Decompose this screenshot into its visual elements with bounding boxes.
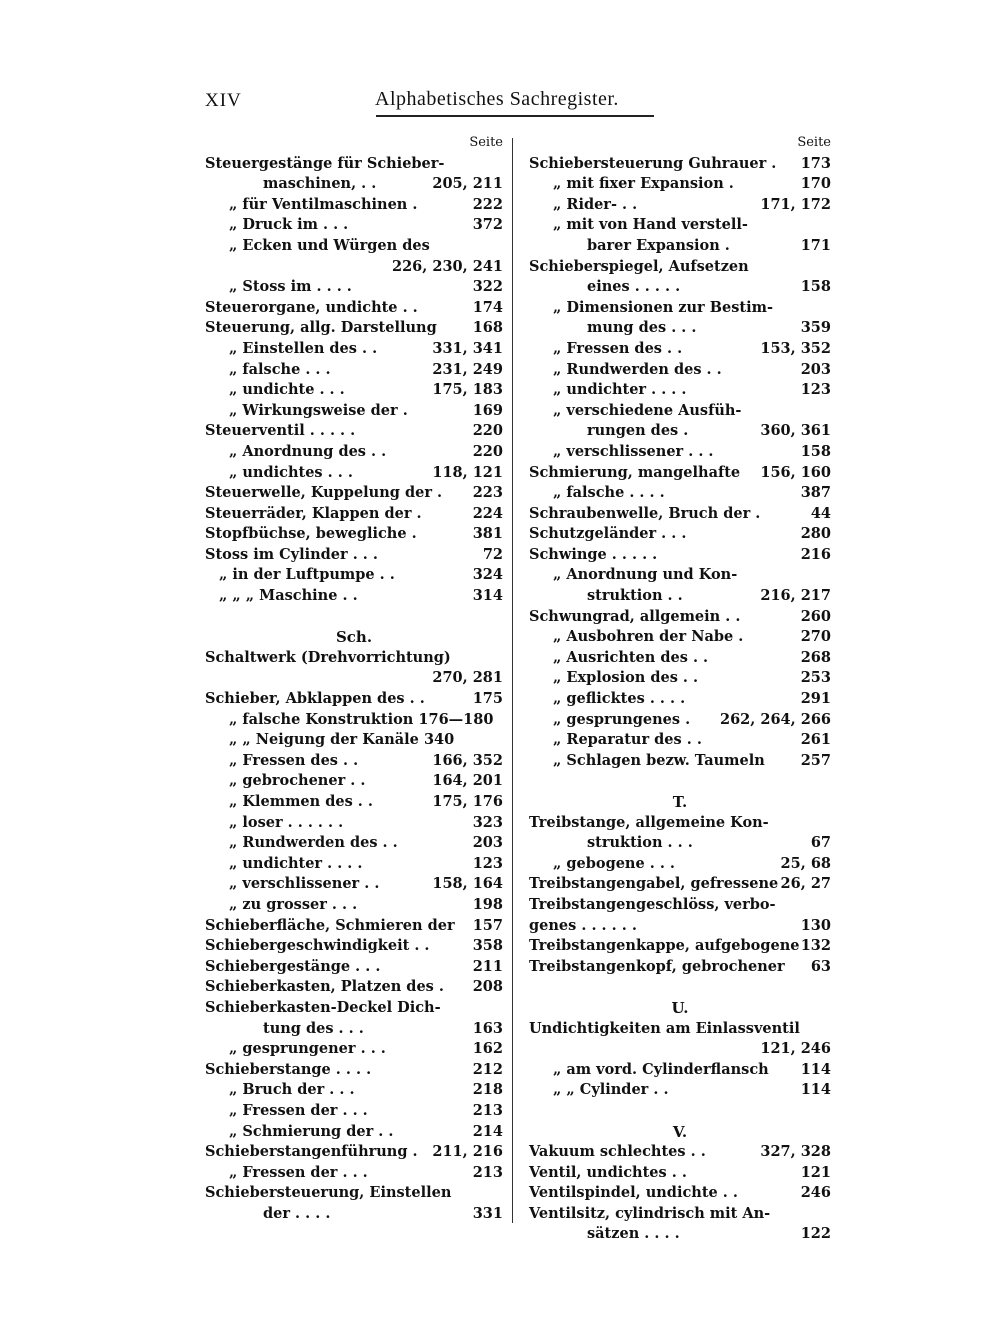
entry-text: „ gesprungenes . bbox=[553, 710, 691, 728]
title-underline bbox=[376, 115, 654, 117]
entry-page-ref: 322 bbox=[472, 278, 503, 296]
entry-page-ref: 220 bbox=[472, 442, 503, 460]
entry-text: „ gebogene . . . bbox=[553, 854, 675, 872]
index-entry bbox=[205, 854, 503, 875]
index-entry bbox=[529, 854, 831, 875]
index-entry bbox=[205, 401, 503, 422]
index-entry bbox=[529, 154, 831, 175]
entry-text: Treibstangengabel, gefressene bbox=[529, 875, 779, 893]
index-entry bbox=[205, 421, 503, 442]
entry-page-ref: 257 bbox=[800, 751, 831, 769]
entry-text: „ falsche . . . . bbox=[553, 484, 665, 502]
index-entry bbox=[205, 730, 503, 751]
entry-text: Schieberkasten, Platzen des . bbox=[205, 978, 444, 996]
entry-page-ref: 203 bbox=[472, 834, 503, 852]
index-entry bbox=[205, 236, 503, 257]
entry-text: „ Anordnung und Kon- bbox=[553, 566, 738, 584]
entry-text: Schieberstangenführung . bbox=[205, 1143, 418, 1161]
entry-text: Schieberkasten-Deckel Dich- bbox=[205, 998, 441, 1016]
entry-page-ref: 25, 68 bbox=[780, 854, 831, 872]
entry-page-ref: 164, 201 bbox=[432, 772, 503, 790]
entry-page-ref: 291 bbox=[800, 690, 831, 708]
entry-page-ref: 153, 352 bbox=[760, 339, 831, 357]
entry-text: „ „ Cylinder . . bbox=[553, 1081, 669, 1099]
entry-page-ref: 270 bbox=[800, 628, 831, 646]
index-entry bbox=[529, 318, 831, 339]
entry-page-ref: 358 bbox=[472, 937, 503, 955]
entry-text: „ Stoss im . . . . bbox=[229, 278, 352, 296]
index-entry bbox=[529, 298, 831, 319]
seite-label: Seite bbox=[797, 135, 831, 150]
entry-text: Schieberfläche, Schmieren der bbox=[205, 916, 455, 934]
index-entry bbox=[205, 1019, 503, 1040]
entry-text: Schieberstange . . . . bbox=[205, 1060, 372, 1078]
entry-page-ref: 203 bbox=[800, 360, 831, 378]
spacer bbox=[529, 771, 831, 792]
entry-text: „ undichter . . . . bbox=[553, 381, 687, 399]
entry-text: struktion . . bbox=[587, 587, 683, 605]
entry-text: „ Ausrichten des . . bbox=[553, 648, 709, 666]
index-entry bbox=[529, 1163, 831, 1184]
entry-text: „ falsche Konstruktion 176—180 bbox=[229, 710, 494, 728]
entry-page-ref: 157 bbox=[472, 916, 503, 934]
entry-page-ref: 162 bbox=[472, 1040, 503, 1058]
entry-page-ref: 216 bbox=[800, 545, 831, 563]
index-entry bbox=[205, 1163, 503, 1184]
index-entry bbox=[205, 792, 503, 813]
entry-page-ref: 168 bbox=[472, 319, 503, 337]
index-entry bbox=[529, 957, 831, 978]
entry-page-ref: 122 bbox=[800, 1225, 831, 1243]
entry-page-ref: 121, 246 bbox=[760, 1040, 831, 1058]
entry-text: genes . . . . . . bbox=[529, 916, 637, 934]
entry-page-ref: 212 bbox=[472, 1060, 503, 1078]
entry-text: Schutzgeländer . . . bbox=[529, 525, 687, 543]
entry-text: „ Rundwerden des . . bbox=[229, 834, 398, 852]
spacer bbox=[205, 607, 503, 628]
entry-page-ref: 163 bbox=[472, 1019, 503, 1037]
entry-text: „ falsche . . . bbox=[229, 360, 331, 378]
entry-text: Treibstangenkopf, gebrochener bbox=[529, 957, 785, 975]
index-entry bbox=[529, 483, 831, 504]
entry-text: Stoss im Cylinder . . . bbox=[205, 545, 378, 563]
index-entry bbox=[529, 689, 831, 710]
index-entry bbox=[205, 174, 503, 195]
index-entry bbox=[205, 1142, 503, 1163]
entry-page-ref: 158 bbox=[800, 442, 831, 460]
entry-page-ref: 158, 164 bbox=[432, 875, 503, 893]
entry-page-ref: 114 bbox=[800, 1060, 831, 1078]
index-entry bbox=[205, 277, 503, 298]
index-entry bbox=[205, 586, 503, 607]
entry-text: „ zu grosser . . . bbox=[229, 895, 358, 913]
entry-page-ref: 270, 281 bbox=[432, 669, 503, 687]
index-entry bbox=[529, 174, 831, 195]
entry-text: „ Fressen des . . bbox=[553, 339, 683, 357]
index-entry bbox=[529, 916, 831, 937]
index-entry bbox=[529, 607, 831, 628]
entry-text: Schwinge . . . . . bbox=[529, 545, 658, 563]
index-entry bbox=[205, 998, 503, 1019]
entry-text: „ verschlissener . . bbox=[229, 875, 380, 893]
index-entry bbox=[529, 421, 831, 442]
entry-page-ref: 387 bbox=[800, 484, 831, 502]
entry-text: „ in der Luftpumpe . . bbox=[219, 566, 395, 584]
entry-text: „ Dimensionen zur Bestim- bbox=[553, 298, 773, 316]
entry-text: Steuergestänge für Schieber- bbox=[205, 154, 445, 172]
entry-text: Ventilspindel, undichte . . bbox=[529, 1184, 738, 1202]
entry-text: Steuerräder, Klappen der . bbox=[205, 504, 422, 522]
entry-text: Schieber, Abklappen des . . bbox=[205, 690, 425, 708]
entry-page-ref: 223 bbox=[472, 484, 503, 502]
index-entry bbox=[205, 1183, 503, 1204]
index-entry bbox=[529, 1204, 831, 1225]
index-entry bbox=[205, 504, 503, 525]
index-entry bbox=[529, 257, 831, 278]
entry-page-ref: 175, 176 bbox=[432, 793, 503, 810]
index-entry bbox=[205, 154, 503, 175]
index-entry bbox=[205, 195, 503, 216]
index-entry bbox=[529, 1060, 831, 1081]
index-entry bbox=[529, 277, 831, 298]
entry-text: struktion . . . bbox=[587, 834, 693, 852]
entry-page-ref: 381 bbox=[472, 525, 503, 543]
entry-text: Ventil, undichtes . . bbox=[529, 1163, 687, 1181]
entry-text: Schiebersteuerung Guhrauer . bbox=[529, 154, 777, 172]
entry-page-ref: 44 bbox=[810, 504, 831, 522]
section-heading: V. bbox=[672, 1122, 688, 1141]
index-entry bbox=[205, 916, 503, 937]
entry-text: „ „ „ Maschine . . bbox=[219, 587, 358, 605]
entry-page-ref: 166, 352 bbox=[432, 751, 503, 769]
entry-text: „ Rider- . . bbox=[553, 195, 638, 213]
entry-text: Stopfbüchse, bewegliche . bbox=[205, 525, 417, 543]
index-entry bbox=[529, 1039, 831, 1060]
entry-page-ref: 198 bbox=[472, 895, 503, 913]
entry-page-ref: 280 bbox=[800, 525, 831, 543]
index-entry bbox=[205, 771, 503, 792]
entry-text: Schieberspiegel, Aufsetzen bbox=[529, 257, 749, 275]
entry-page-ref: 226, 230, 241 bbox=[392, 257, 503, 275]
entry-text: „ mit fixer Expansion . bbox=[553, 175, 734, 193]
entry-text: Steuerorgane, undichte . . bbox=[205, 298, 418, 316]
index-entry bbox=[205, 524, 503, 545]
entry-page-ref: 224 bbox=[472, 504, 503, 522]
entry-page-ref: 324 bbox=[472, 566, 503, 584]
index-entry bbox=[529, 236, 831, 257]
index-entry bbox=[529, 360, 831, 381]
entry-text: „ für Ventilmaschinen . bbox=[229, 195, 418, 213]
index-entry bbox=[529, 215, 831, 236]
entry-page-ref: 268 bbox=[800, 648, 831, 666]
entry-text: rungen des . bbox=[587, 422, 689, 440]
entry-text: „ Schmierung der . . bbox=[229, 1122, 394, 1140]
entry-page-ref: 246 bbox=[800, 1184, 831, 1202]
entry-page-ref: 173 bbox=[800, 154, 831, 172]
spacer bbox=[529, 1101, 831, 1122]
entry-text: „ Einstellen des . . bbox=[229, 339, 378, 357]
entry-text: „ verschiedene Ausfüh- bbox=[553, 401, 742, 419]
index-entry bbox=[205, 1039, 503, 1060]
entry-page-ref: 208 bbox=[472, 978, 503, 996]
entry-page-ref: 170 bbox=[800, 175, 831, 193]
entry-text: Schraubenwelle, Bruch der . bbox=[529, 504, 761, 522]
entry-page-ref: 213 bbox=[472, 1101, 503, 1119]
entry-page-ref: 331 bbox=[472, 1204, 503, 1222]
entry-text: tung des . . . bbox=[263, 1019, 364, 1037]
index-entry bbox=[529, 1183, 831, 1204]
index-entry bbox=[205, 936, 503, 957]
index-entry bbox=[205, 668, 503, 689]
entry-text: Schiebergeschwindigkeit . . bbox=[205, 937, 430, 955]
entry-page-ref: 158 bbox=[800, 278, 831, 296]
entry-page-ref: 331, 341 bbox=[432, 339, 503, 357]
entry-page-ref: 123 bbox=[472, 854, 503, 872]
index-entry bbox=[205, 710, 503, 731]
entry-page-ref: 231, 249 bbox=[432, 360, 503, 378]
index-entry bbox=[205, 833, 503, 854]
entry-text: Vakuum schlechtes . . bbox=[529, 1143, 706, 1161]
entry-text: „ Klemmen des . . bbox=[229, 793, 373, 810]
index-entry bbox=[205, 483, 503, 504]
entry-text: Steuerwelle, Kuppelung der . bbox=[205, 484, 443, 502]
index-entry bbox=[529, 463, 831, 484]
index-entry bbox=[529, 730, 831, 751]
index-entry bbox=[529, 380, 831, 401]
entry-text: „ undichtes . . . bbox=[229, 463, 353, 481]
entry-text: mung des . . . bbox=[587, 319, 697, 337]
entry-text: „ Fressen der . . . bbox=[229, 1101, 368, 1119]
entry-page-ref: 359 bbox=[800, 319, 831, 337]
index-entry bbox=[529, 1142, 831, 1163]
entry-page-ref: 222 bbox=[472, 195, 503, 213]
entry-page-ref: 253 bbox=[800, 669, 831, 687]
entry-text: eines . . . . . bbox=[587, 278, 681, 296]
page-title: Alphabetisches Sachregister. bbox=[375, 88, 619, 110]
entry-text: „ Bruch der . . . bbox=[229, 1081, 355, 1099]
entry-page-ref: 216, 217 bbox=[760, 587, 831, 605]
entry-page-ref: 218 bbox=[472, 1081, 503, 1099]
entry-page-ref: 118, 121 bbox=[432, 463, 503, 481]
entry-text: „ am vord. Cylinderflansch bbox=[553, 1060, 769, 1078]
entry-text: „ Reparatur des . . bbox=[553, 731, 702, 749]
entry-page-ref: 156, 160 bbox=[760, 463, 831, 481]
index-entry bbox=[205, 1122, 503, 1143]
entry-page-ref: 67 bbox=[810, 834, 831, 852]
entry-page-ref: 174 bbox=[472, 298, 503, 316]
entry-text: „ Fressen des . . bbox=[229, 751, 359, 769]
index-entry bbox=[529, 504, 831, 525]
index-entry bbox=[205, 380, 503, 401]
index-entry bbox=[205, 977, 503, 998]
index-entry bbox=[529, 936, 831, 957]
entry-text: Schiebergestänge . . . bbox=[205, 957, 381, 975]
index-entry bbox=[205, 463, 503, 484]
index-entry bbox=[529, 710, 831, 731]
entry-text: „ gebrochener . . bbox=[229, 772, 366, 790]
index-entry bbox=[205, 442, 503, 463]
index-entry bbox=[529, 1224, 831, 1245]
index-entry bbox=[205, 318, 503, 339]
entry-page-ref: 214 bbox=[472, 1122, 503, 1140]
entry-text: „ loser . . . . . . bbox=[229, 813, 344, 831]
index-entry bbox=[205, 813, 503, 834]
entry-page-ref: 205, 211 bbox=[432, 175, 503, 193]
entry-page-ref: 132 bbox=[800, 937, 831, 955]
index-entry bbox=[529, 545, 831, 566]
index-entry bbox=[205, 957, 503, 978]
entry-page-ref: 171 bbox=[800, 236, 831, 254]
entry-text: barer Expansion . bbox=[587, 236, 730, 254]
index-entry bbox=[529, 668, 831, 689]
index-column-left bbox=[205, 133, 503, 1224]
index-entry bbox=[205, 895, 503, 916]
entry-text: Schwungrad, allgemein . . bbox=[529, 607, 741, 625]
index-entry bbox=[529, 1019, 831, 1040]
entry-page-ref: 121 bbox=[800, 1163, 831, 1181]
entry-text: „ Anordnung des . . bbox=[229, 442, 387, 460]
index-entry bbox=[529, 813, 831, 834]
entry-page-ref: 211, 216 bbox=[432, 1143, 503, 1161]
entry-text: „ undichte . . . bbox=[229, 381, 345, 399]
entry-text: „ „ Neigung der Kanäle 340 bbox=[229, 731, 455, 749]
entry-text: sätzen . . . . bbox=[587, 1225, 680, 1243]
index-entry bbox=[529, 1080, 831, 1101]
entry-page-ref: 175, 183 bbox=[432, 381, 503, 399]
entry-page-ref: 114 bbox=[800, 1081, 831, 1099]
index-entry bbox=[205, 751, 503, 772]
entry-text: Schiebersteuerung, Einstellen bbox=[205, 1184, 452, 1202]
entry-page-ref: 220 bbox=[472, 422, 503, 440]
index-entry bbox=[529, 401, 831, 422]
entry-page-ref: 372 bbox=[472, 216, 503, 234]
entry-text: Steuerung, allg. Darstellung bbox=[205, 319, 437, 337]
entry-page-ref: 26, 27 bbox=[780, 875, 831, 893]
entry-text: Steuerventil . . . . . bbox=[205, 422, 356, 440]
index-entry bbox=[205, 339, 503, 360]
index-entry bbox=[529, 442, 831, 463]
seite-label: Seite bbox=[469, 135, 503, 150]
entry-page-ref: 211 bbox=[472, 957, 503, 975]
entry-text: Schmierung, mangelhafte bbox=[529, 463, 741, 481]
entry-page-ref: 327, 328 bbox=[760, 1143, 831, 1161]
entry-text: „ Ausbohren der Nabe . bbox=[553, 628, 744, 646]
entry-text: Schaltwerk (Drehvorrichtung) bbox=[205, 648, 451, 666]
index-entry bbox=[529, 895, 831, 916]
section-heading: U. bbox=[671, 998, 689, 1017]
page-number: XIV bbox=[205, 90, 242, 111]
entry-text: „ Ecken und Würgen des bbox=[229, 236, 430, 254]
entry-page-ref: 171, 172 bbox=[760, 195, 831, 213]
index-entry bbox=[205, 257, 503, 278]
entry-text: maschinen, . . bbox=[263, 175, 377, 193]
index-entry bbox=[205, 360, 503, 381]
entry-text: der . . . . bbox=[263, 1204, 331, 1222]
entry-text: Treibstange, allgemeine Kon- bbox=[529, 813, 769, 831]
index-entry bbox=[205, 1080, 503, 1101]
entry-text: Treibstangenkappe, aufgebogene bbox=[529, 937, 800, 955]
entry-text: Treibstangengeschlöss, verbo- bbox=[529, 895, 776, 913]
index-entry bbox=[205, 1060, 503, 1081]
entry-text: „ Explosion des . . bbox=[553, 669, 699, 687]
index-entry bbox=[529, 874, 831, 895]
index-entry bbox=[529, 627, 831, 648]
entry-text: „ Schlagen bezw. Taumeln bbox=[553, 751, 765, 769]
entry-text: „ gesprungener . . . bbox=[229, 1040, 386, 1058]
index-entry bbox=[205, 1101, 503, 1122]
entry-page-ref: 213 bbox=[472, 1163, 503, 1181]
entry-text: Ventilsitz, cylindrisch mit An- bbox=[529, 1204, 771, 1222]
entry-page-ref: 360, 361 bbox=[760, 422, 831, 440]
index-entry bbox=[205, 689, 503, 710]
entry-text: „ Fressen der . . . bbox=[229, 1163, 368, 1181]
index-entry bbox=[205, 1204, 503, 1225]
entry-page-ref: 261 bbox=[800, 731, 831, 749]
entry-page-ref: 169 bbox=[472, 401, 503, 419]
entry-page-ref: 130 bbox=[800, 916, 831, 934]
index-entry bbox=[205, 298, 503, 319]
index-entry bbox=[529, 195, 831, 216]
entry-text: Undichtigkeiten am Einlassventil bbox=[529, 1019, 800, 1037]
entry-page-ref: 72 bbox=[482, 545, 503, 563]
entry-text: „ undichter . . . . bbox=[229, 854, 363, 872]
index-entry bbox=[205, 215, 503, 236]
entry-text: „ Rundwerden des . . bbox=[553, 360, 722, 378]
entry-text: „ mit von Hand verstell- bbox=[553, 216, 748, 234]
entry-text: „ Wirkungsweise der . bbox=[229, 401, 408, 419]
entry-page-ref: 260 bbox=[800, 607, 831, 625]
column-divider bbox=[512, 138, 513, 1223]
entry-page-ref: 262, 264, 266 bbox=[720, 710, 831, 728]
index-entry bbox=[205, 874, 503, 895]
section-heading: Sch. bbox=[335, 628, 373, 647]
index-entry bbox=[529, 648, 831, 669]
entry-page-ref: 123 bbox=[800, 381, 831, 399]
index-entry bbox=[205, 648, 503, 669]
entry-text: „ geflicktes . . . . bbox=[553, 690, 686, 708]
entry-page-ref: 63 bbox=[810, 957, 831, 975]
entry-text: „ verschlissener . . . bbox=[553, 442, 714, 460]
index-entry bbox=[529, 524, 831, 545]
spacer bbox=[529, 977, 831, 998]
index-entry bbox=[529, 586, 831, 607]
section-heading: T. bbox=[672, 793, 688, 811]
index-entry bbox=[529, 751, 831, 772]
entry-text: „ Druck im . . . bbox=[229, 216, 349, 234]
index-entry bbox=[529, 565, 831, 586]
entry-page-ref: 175 bbox=[472, 690, 503, 708]
index-entry bbox=[529, 339, 831, 360]
index-entry bbox=[205, 565, 503, 586]
index-column-right bbox=[529, 133, 831, 1245]
entry-page-ref: 323 bbox=[472, 813, 503, 831]
index-entry bbox=[205, 545, 503, 566]
index-entry bbox=[529, 833, 831, 854]
entry-page-ref: 314 bbox=[472, 587, 503, 605]
